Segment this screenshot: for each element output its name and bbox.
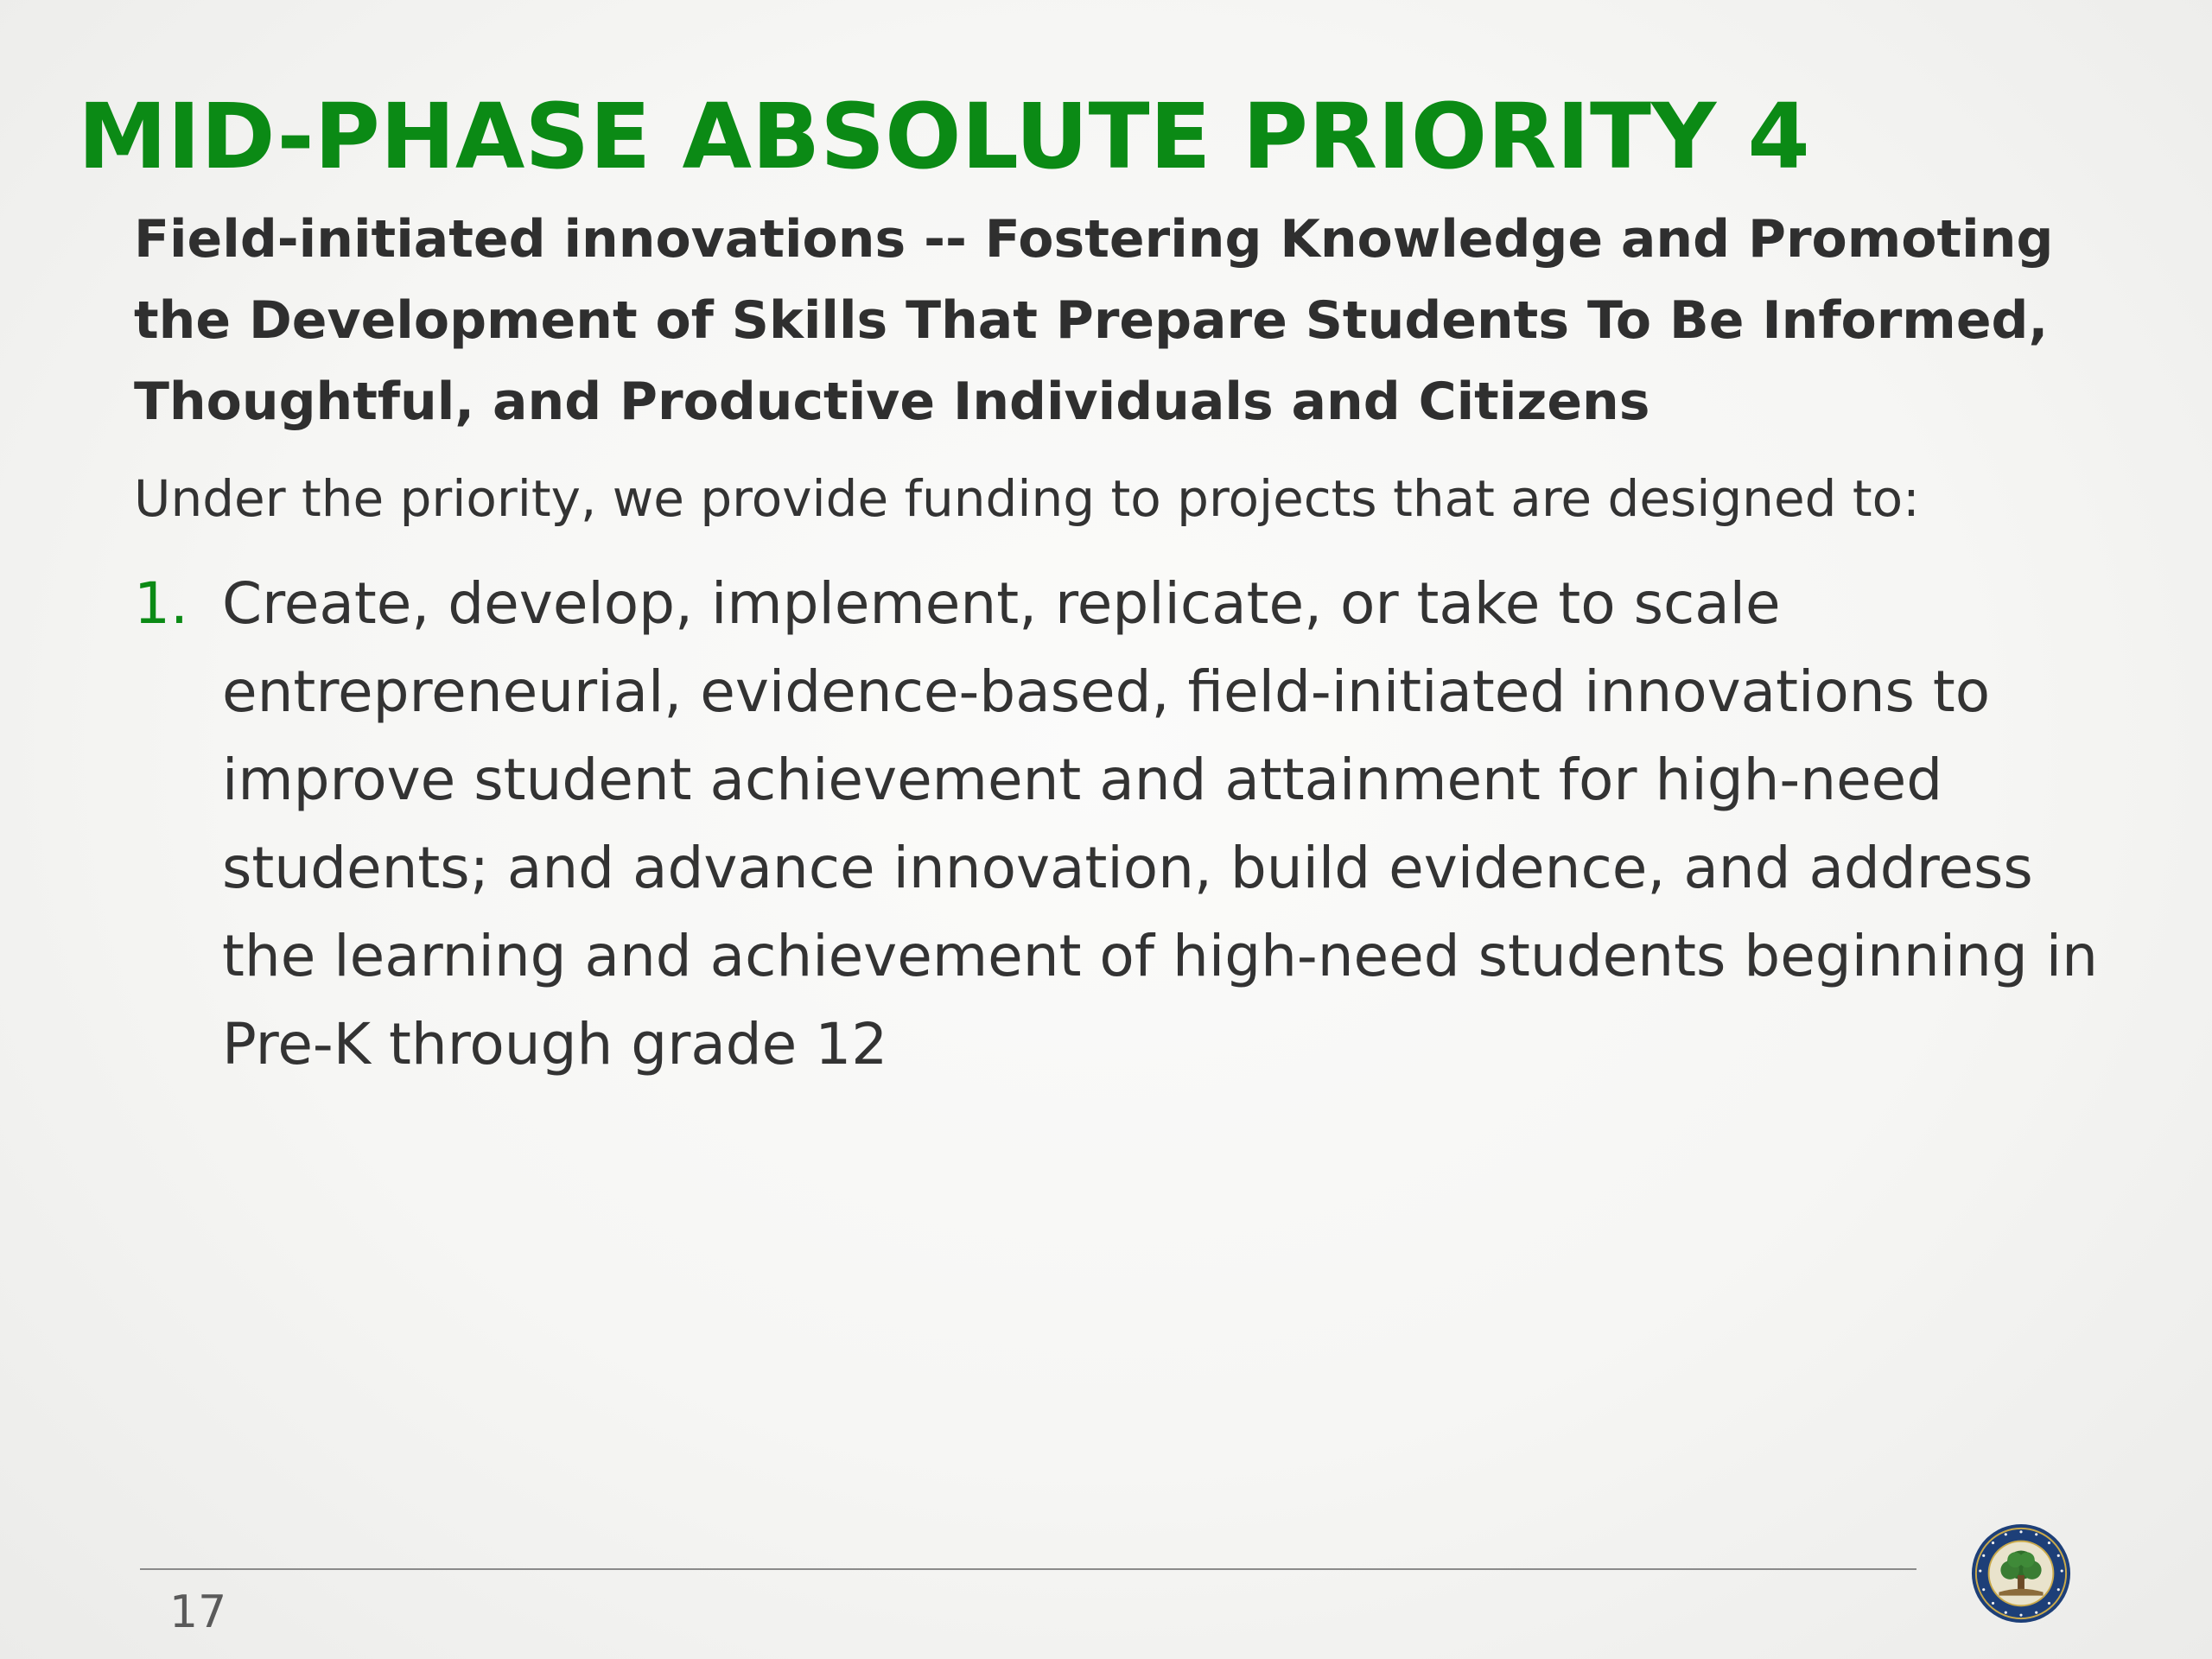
page-number: 17 <box>169 1586 227 1638</box>
footer-divider <box>140 1568 1916 1570</box>
slide-subtitle: Field-initiated innovations -- Fostering Knowledge and Promoting the Development of Skills That Prepare Students To Be Informed, Thoughtful, and Productive Individuals and Citizens <box>134 209 2054 432</box>
intro-text: Under the priority, we provide funding to projects that are designed to: <box>134 469 1920 528</box>
list-item-number: 1. <box>134 570 188 637</box>
department-of-education-seal-icon <box>1970 1522 2072 1624</box>
list-item-text: Create, develop, implement, replicate, or take to scale entrepreneurial, evidence-based, field-initiated innovations to improve student achievement and attainment for high-need students; and advance innovation, build evidence, and address the learning and achievement of high-need students beginning in Pre-K through grade 12 <box>222 570 2098 1077</box>
slide-title: MID-PHASE ABSOLUTE PRIORITY 4 <box>78 84 1810 189</box>
